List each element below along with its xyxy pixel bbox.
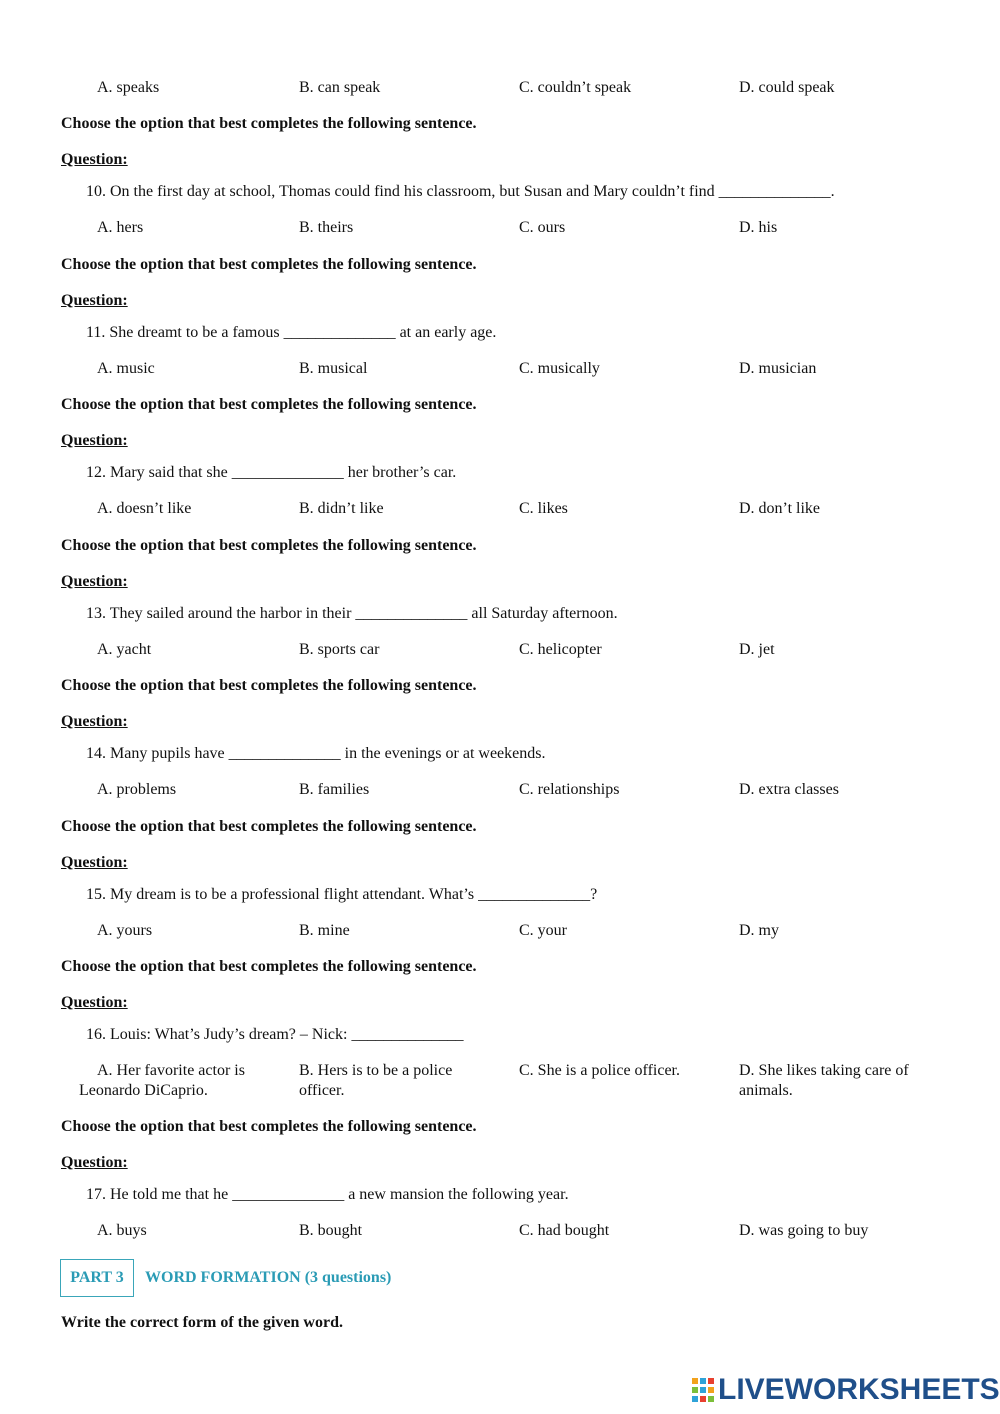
option-a[interactable]: A. music: [97, 360, 155, 377]
option-b[interactable]: B. families: [299, 781, 370, 798]
question-label: Question:: [61, 854, 128, 871]
option-c[interactable]: C. She is a police officer.: [519, 1062, 680, 1079]
option-d[interactable]: D. extra classes: [739, 781, 839, 798]
option-a[interactable]: A. hers: [97, 219, 144, 236]
option-b[interactable]: B. sports car: [299, 641, 380, 658]
logo-text: LIVEWORKSHEETS: [718, 1373, 1000, 1406]
option-b[interactable]: B. musical: [299, 360, 368, 377]
logo-blocks-icon: [692, 1378, 714, 1402]
option-c[interactable]: C. likes: [519, 500, 568, 517]
part-label-box: [60, 1259, 134, 1297]
option-b[interactable]: B. mine: [299, 922, 350, 939]
instruction: Choose the option that best completes the following sentence.: [61, 958, 477, 975]
option-c[interactable]: C. your: [519, 922, 567, 939]
option-a[interactable]: A. speaks: [97, 79, 160, 96]
instruction: Choose the option that best completes the following sentence.: [61, 396, 477, 413]
question-stem: 12. Mary said that she ______________ her brother’s car.: [86, 464, 457, 481]
option-d[interactable]: D. his: [739, 219, 778, 236]
option-c[interactable]: C. musically: [519, 360, 600, 377]
part-label: PART 3: [70, 1269, 124, 1286]
option-c[interactable]: C. ours: [519, 219, 566, 236]
question-label: Question:: [61, 1154, 128, 1171]
question-label: Question:: [61, 573, 128, 590]
instruction: Choose the option that best completes the following sentence.: [61, 1118, 477, 1135]
instruction: Choose the option that best completes the following sentence.: [61, 677, 477, 694]
option-d[interactable]: D. was going to buy: [739, 1222, 869, 1239]
option-a[interactable]: A. buys: [97, 1222, 147, 1239]
option-d[interactable]: D. musician: [739, 360, 817, 377]
question-label: Question:: [61, 994, 128, 1011]
question-stem: 11. She dreamt to be a famous ______________ at an early age.: [86, 324, 497, 341]
option-c[interactable]: C. helicopter: [519, 641, 602, 658]
option-b[interactable]: B. didn’t like: [299, 500, 384, 517]
option-a[interactable]: A. problems: [97, 781, 177, 798]
question-stem: 16. Louis: What’s Judy’s dream? – Nick: ______________: [86, 1026, 464, 1043]
liveworksheets-logo: [692, 1374, 1000, 1406]
option-d[interactable]: D. She likes taking care of animals.: [739, 1062, 909, 1099]
option-d[interactable]: D. my: [739, 922, 779, 939]
question-label: Question:: [61, 713, 128, 730]
option-a[interactable]: A. Her favorite actor is Leonardo DiCaprio.: [79, 1062, 245, 1099]
question-label: Question:: [61, 292, 128, 309]
option-a[interactable]: A. yours: [97, 922, 153, 939]
option-c[interactable]: C. had bought: [519, 1222, 610, 1239]
instruction: Choose the option that best completes the following sentence.: [61, 256, 477, 273]
option-a[interactable]: A. yacht: [97, 641, 152, 658]
part-instruction: Write the correct form of the given word.: [61, 1314, 343, 1331]
option-b[interactable]: B. Hers is to be a police officer.: [299, 1062, 453, 1099]
instruction: Choose the option that best completes the following sentence.: [61, 818, 477, 835]
option-d[interactable]: D. don’t like: [739, 500, 821, 517]
option-d[interactable]: D. jet: [739, 641, 775, 658]
option-c[interactable]: C. relationships: [519, 781, 620, 798]
question-stem: 14. Many pupils have ______________ in the evenings or at weekends.: [86, 745, 546, 762]
instruction: Choose the option that best completes the following sentence.: [61, 115, 477, 132]
question-stem: 15. My dream is to be a professional flight attendant. What’s ______________?: [86, 886, 598, 903]
question-stem: 17. He told me that he ______________ a new mansion the following year.: [86, 1186, 569, 1203]
instruction: Choose the option that best completes the following sentence.: [61, 537, 477, 554]
option-b[interactable]: B. can speak: [299, 79, 381, 96]
question-stem: 10. On the first day at school, Thomas could find his classroom, but Susan and Mary couldn’t find ______________.: [86, 183, 835, 200]
option-c[interactable]: C. couldn’t speak: [519, 79, 632, 96]
option-a[interactable]: A. doesn’t like: [97, 500, 192, 517]
option-d[interactable]: D. could speak: [739, 79, 835, 96]
question-label: Question:: [61, 151, 128, 168]
option-b[interactable]: B. bought: [299, 1222, 363, 1239]
part-title: WORD FORMATION (3 questions): [145, 1269, 392, 1286]
option-b[interactable]: B. theirs: [299, 219, 354, 236]
question-stem: 13. They sailed around the harbor in their ______________ all Saturday afternoon.: [86, 605, 618, 622]
question-label: Question:: [61, 432, 128, 449]
